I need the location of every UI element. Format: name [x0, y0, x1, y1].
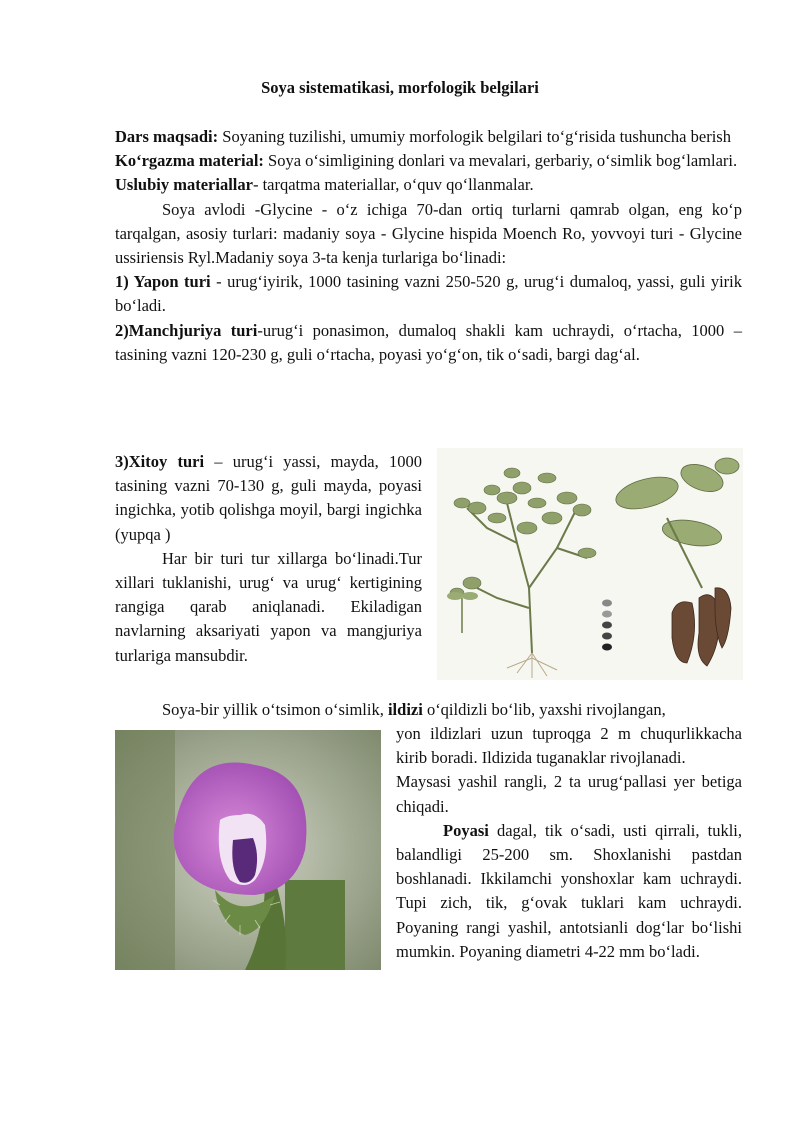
page-title: Soya sistematikasi, morfologik belgilari: [261, 78, 539, 97]
method-materials-text: - tarqatma materiallar, o‘quv qo‘llanmalar.: [252, 175, 534, 195]
intro-block: [115, 125, 742, 367]
japan-type-label: 1) Yapon turi: [115, 272, 211, 292]
japan-type-text: - urug‘iyirik, 1000 tasining vazni 250-520 g, urug‘i dumaloq, yassi, guli yirik bo‘ladi.: [115, 272, 742, 316]
lesson-goal-label: Dars maqsadi:: [115, 127, 219, 146]
method-materials-label: Uslubiy materiallar: [115, 175, 253, 195]
exhibit-material-label: Ko‘rgazma material:: [115, 151, 264, 171]
varieties-paragraph: Har bir turi tur xillarga bo‘linadi.Tur xillari tuklanishi, urug‘ va urug‘ kertigining rangiga qarab aniqlanadi. Ekiladigan navlarning aksariyati yapon va mangjuriya turlariga mansubdir.: [115, 548, 422, 665]
china-type-text: – urug‘i yassi, mayda, 1000 tasining vazni 70-130 g, guli mayda, poyasi ingichka, yotib qolishga moyil, bargi ingichka (yupqa ): [115, 452, 422, 544]
soybean-flower-photo: [115, 730, 381, 970]
stem-label: Poyasi: [443, 820, 489, 840]
root-paragraph-cont: yon ildizlari uzun tuproqga 2 m chuqurlikkacha kirib boradi. Ildizida tuganaklar rivojlanadi.: [396, 724, 742, 768]
japan-type: [115, 270, 742, 318]
root-intro: [115, 698, 742, 722]
exhibit-material: [115, 149, 742, 173]
morphology-block: [396, 722, 742, 964]
stem-text: dagal, tik o‘sadi, usti qirrali, tukli, balandligi 25-200 sm. Shoxlanishi pastdan boshlanadi. Ikkilamchi yonshoxlar kam uchraydi. Tupi zich, tik, g‘ovak tuklari kam uchraydi. Poyaning rangi yashil, antotsianli dog‘lar bo‘lishi mumkin. Poyaning diametri 4-22 mm bo‘ladi.: [396, 820, 742, 961]
root-post: o‘qildizli bo‘lib, yaxshi rivojlangan,: [422, 700, 666, 719]
exhibit-material-text: Soya o‘simligining donlari va mevalari, gerbariy, o‘simlik bog‘lamlari.: [263, 151, 738, 171]
manchuria-type-text: -urug‘i ponasimon, dumaloq shakli kam uchraydi, o‘rtacha, 1000 – tasining vazni 120-230 g, guli o‘rtacha, poyasi yo‘g‘on, tik o‘sadi, bargi dag‘al.: [115, 320, 742, 364]
manchuria-type: [115, 319, 742, 367]
stem-paragraph: [396, 819, 742, 964]
manchuria-type-label: 2)Manchjuriya turi: [115, 320, 258, 340]
lesson-goal: [115, 125, 742, 149]
seedling-paragraph: Maysasi yashil rangli, 2 ta urug‘pallasi yer betiga chiqadi.: [396, 772, 742, 816]
method-materials: [115, 173, 742, 197]
genus-paragraph: Soya avlodi -Glycine - o‘z ichiga 70-dan ortiq turlarni qamrab olgan, eng ko‘p tarqalgan, asosiy turlari: madaniy soya - Glycine hispida Moench Ro, yovvoyi turi - Glycine ussiriensis Ryl.Madaniy soya 3-ta kenja turlariga bo‘linadi:: [115, 199, 742, 268]
root-label: ildizi: [387, 700, 423, 719]
soybean-plant-illustration: [437, 448, 743, 680]
root-paragraph-start: [115, 698, 742, 722]
china-type-block: [115, 450, 422, 668]
root-pre: Soya-bir yillik o‘tsimon o‘simlik,: [162, 700, 388, 719]
lesson-goal-text: Soyaning tuzilishi, umumiy morfologik belgilari to‘g‘risida tushuncha berish: [218, 127, 731, 146]
china-type-label: 3)Xitoy turi: [115, 452, 205, 471]
china-type: [115, 450, 422, 547]
